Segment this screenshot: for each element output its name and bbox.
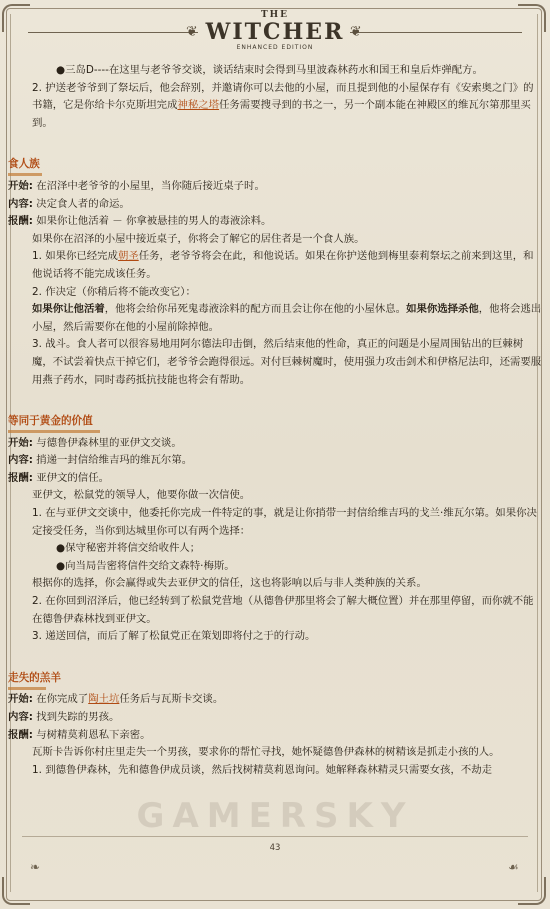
sec2-content: 内容: 捎递一封信给维吉玛的维瓦尔第。 (8, 454, 193, 467)
corner-ornament-top-right (518, 4, 546, 32)
section-title-worth-gold: 等同于黄金的价值 (8, 413, 542, 431)
sec1-content: 内容: 决定食人者的命运。 (8, 197, 130, 210)
sec3-start: 开始: 在你完成了陶土坑任务后与瓦斯卡交谈。 (8, 693, 224, 706)
logo-main: WITCHER (205, 19, 345, 45)
section-title-cannibal: 食人族 (8, 156, 542, 174)
watermark: GAMERSKY (136, 796, 414, 836)
sec2-bullet-1: ●保守秘密并将信交给收件人； (56, 542, 201, 555)
sec3-reward: 报酬: 与树精莫莉恩私下亲密。 (8, 728, 151, 741)
sec1-p2: 1. 如果你已经完成朝圣任务，老爷爷将会在此，和他说话。如果在你护送他到梅里泰莉祭坛之前来到这里，和他说话将不能完成该任务。 (32, 250, 534, 280)
flourish-left-icon: ❦ (186, 24, 198, 40)
sec3-content: 内容: 找到失踪的男孩。 (8, 711, 120, 723)
sec2-p5: 3. 递送回信，而后了解了松鼠党正在策划即将付之于的行动。 (32, 630, 316, 643)
logo-the: THE (260, 10, 290, 20)
document-body (8, 62, 542, 779)
link-pilgrimage[interactable]: 朝圣 (117, 250, 139, 263)
corner-ornament-bottom-right (518, 877, 546, 905)
footer-ornament-right-icon: ☙ (508, 860, 519, 874)
sec1-reward: 报酬: 如果你让他活着 － 你拿被悬挂的男人的毒液涂料。 (8, 215, 272, 228)
link-mysterious-tower[interactable]: 神秘之塔 (177, 99, 220, 112)
corner-ornament-top-left (2, 4, 30, 32)
sec2-reward: 报酬: 亚伊文的信任。 (8, 471, 109, 484)
logo-subtitle: ENHANCED EDITION (236, 44, 314, 51)
link-clay-pit[interactable]: 陶土坑 (88, 693, 120, 706)
flourish-right-icon: ❦ (350, 24, 362, 40)
footer-rule (22, 836, 528, 837)
section-title-lost-lamb: 走失的羔羊 (8, 670, 542, 688)
sec3-p2: 1. 到德鲁伊森林，先和德鲁伊成员谈，然后找树精莫莉恩询问。她解释森林精灵只需要女孩，不劫走 (32, 763, 493, 776)
header-rule-left (28, 32, 198, 33)
corner-ornament-bottom-left (2, 877, 30, 905)
sec1-start: 开始: 在沼泽中老爷爷的小屋里，当你随后接近桌子时。 (8, 179, 265, 192)
sec2-p4: 2. 在你回到沼泽后，他已经转到了松鼠党营地（从德鲁伊那里将会了解大概位置）并在那里停留，而你就不能在德鲁伊森林找到亚伊文。 (32, 595, 534, 625)
sec1-p4: 如果你让他活着，他将会给你吊死鬼毒液涂料的配方而且会让你在他的小屋休息。如果你选择杀他，他将会逃出小屋，然后需要你在他的小屋前除掉他。 (32, 303, 542, 333)
top-paragraph: 2. 护送老爷爷到了祭坛后，他会辞别，并邀请你可以去他的小屋，而且提到他的小屋保存有《安索奥之门》的书籍，它是你给卡尔克斯坦完成神秘之塔任务需要搜寻到的书之一，另一个副本能在神殿区的维瓦尔第那里买到。 (32, 81, 534, 129)
top-bullet: ●三岛D----在这里与老爷爷交谈，谈话结束时会得到马里波森林药水和国王和皇后炸弹配方。 (56, 64, 483, 76)
sec1-p1: 如果你在沼泽的小屋中接近桌子，你将会了解它的居住者是一个食人族。 (32, 232, 365, 245)
sec1-p3: 2. 作决定（你稍后将不能改变它）： (32, 285, 196, 298)
sec2-p3: 根据你的选择，你会赢得或失去亚伊文的信任，这也将影响以后与非人类种族的关系。 (32, 577, 427, 590)
sec2-bullet-2: ●向当局告密将信件交给文森特·梅斯。 (56, 559, 235, 572)
sec2-p2: 1. 在与亚伊文交谈中，他委托你完成一件特定的事，就是让你捎带一封信给维吉玛的戈兰·维瓦尔第。如果你决定接受任务，当你到达城里你可以有两个选择： (32, 507, 537, 537)
footer-ornament-left-icon: ❧ (30, 860, 41, 874)
sec1-p5: 3. 战斗。食人者可以很容易地用阿尔德法印击倒，然后结束他的性命，真正的问题是小屋周围钻出的巨棘树魔，不试尝着快点干掉它们，老爷爷会跑得很远。对付巨棘树魔时，使用强力攻击剑术和伊格尼法印，还需要服用燕子药水，同时毒药抵抗技能也将会有帮助。 (32, 338, 542, 386)
page-number: 43 (269, 843, 281, 853)
sec2-p1: 亚伊文，松鼠党的领导人，他要你做一次信使。 (32, 489, 251, 502)
sec2-start: 开始: 与德鲁伊森林里的亚伊文交谈。 (8, 436, 182, 449)
witcher-logo (200, 10, 350, 52)
header-rule-right (350, 32, 522, 33)
sec3-p1: 瓦斯卡告诉你村庄里走失一个男孩，要求你的帮忙寻找，她怀疑德鲁伊森林的树精该是抓走小孩的人。 (32, 746, 500, 759)
